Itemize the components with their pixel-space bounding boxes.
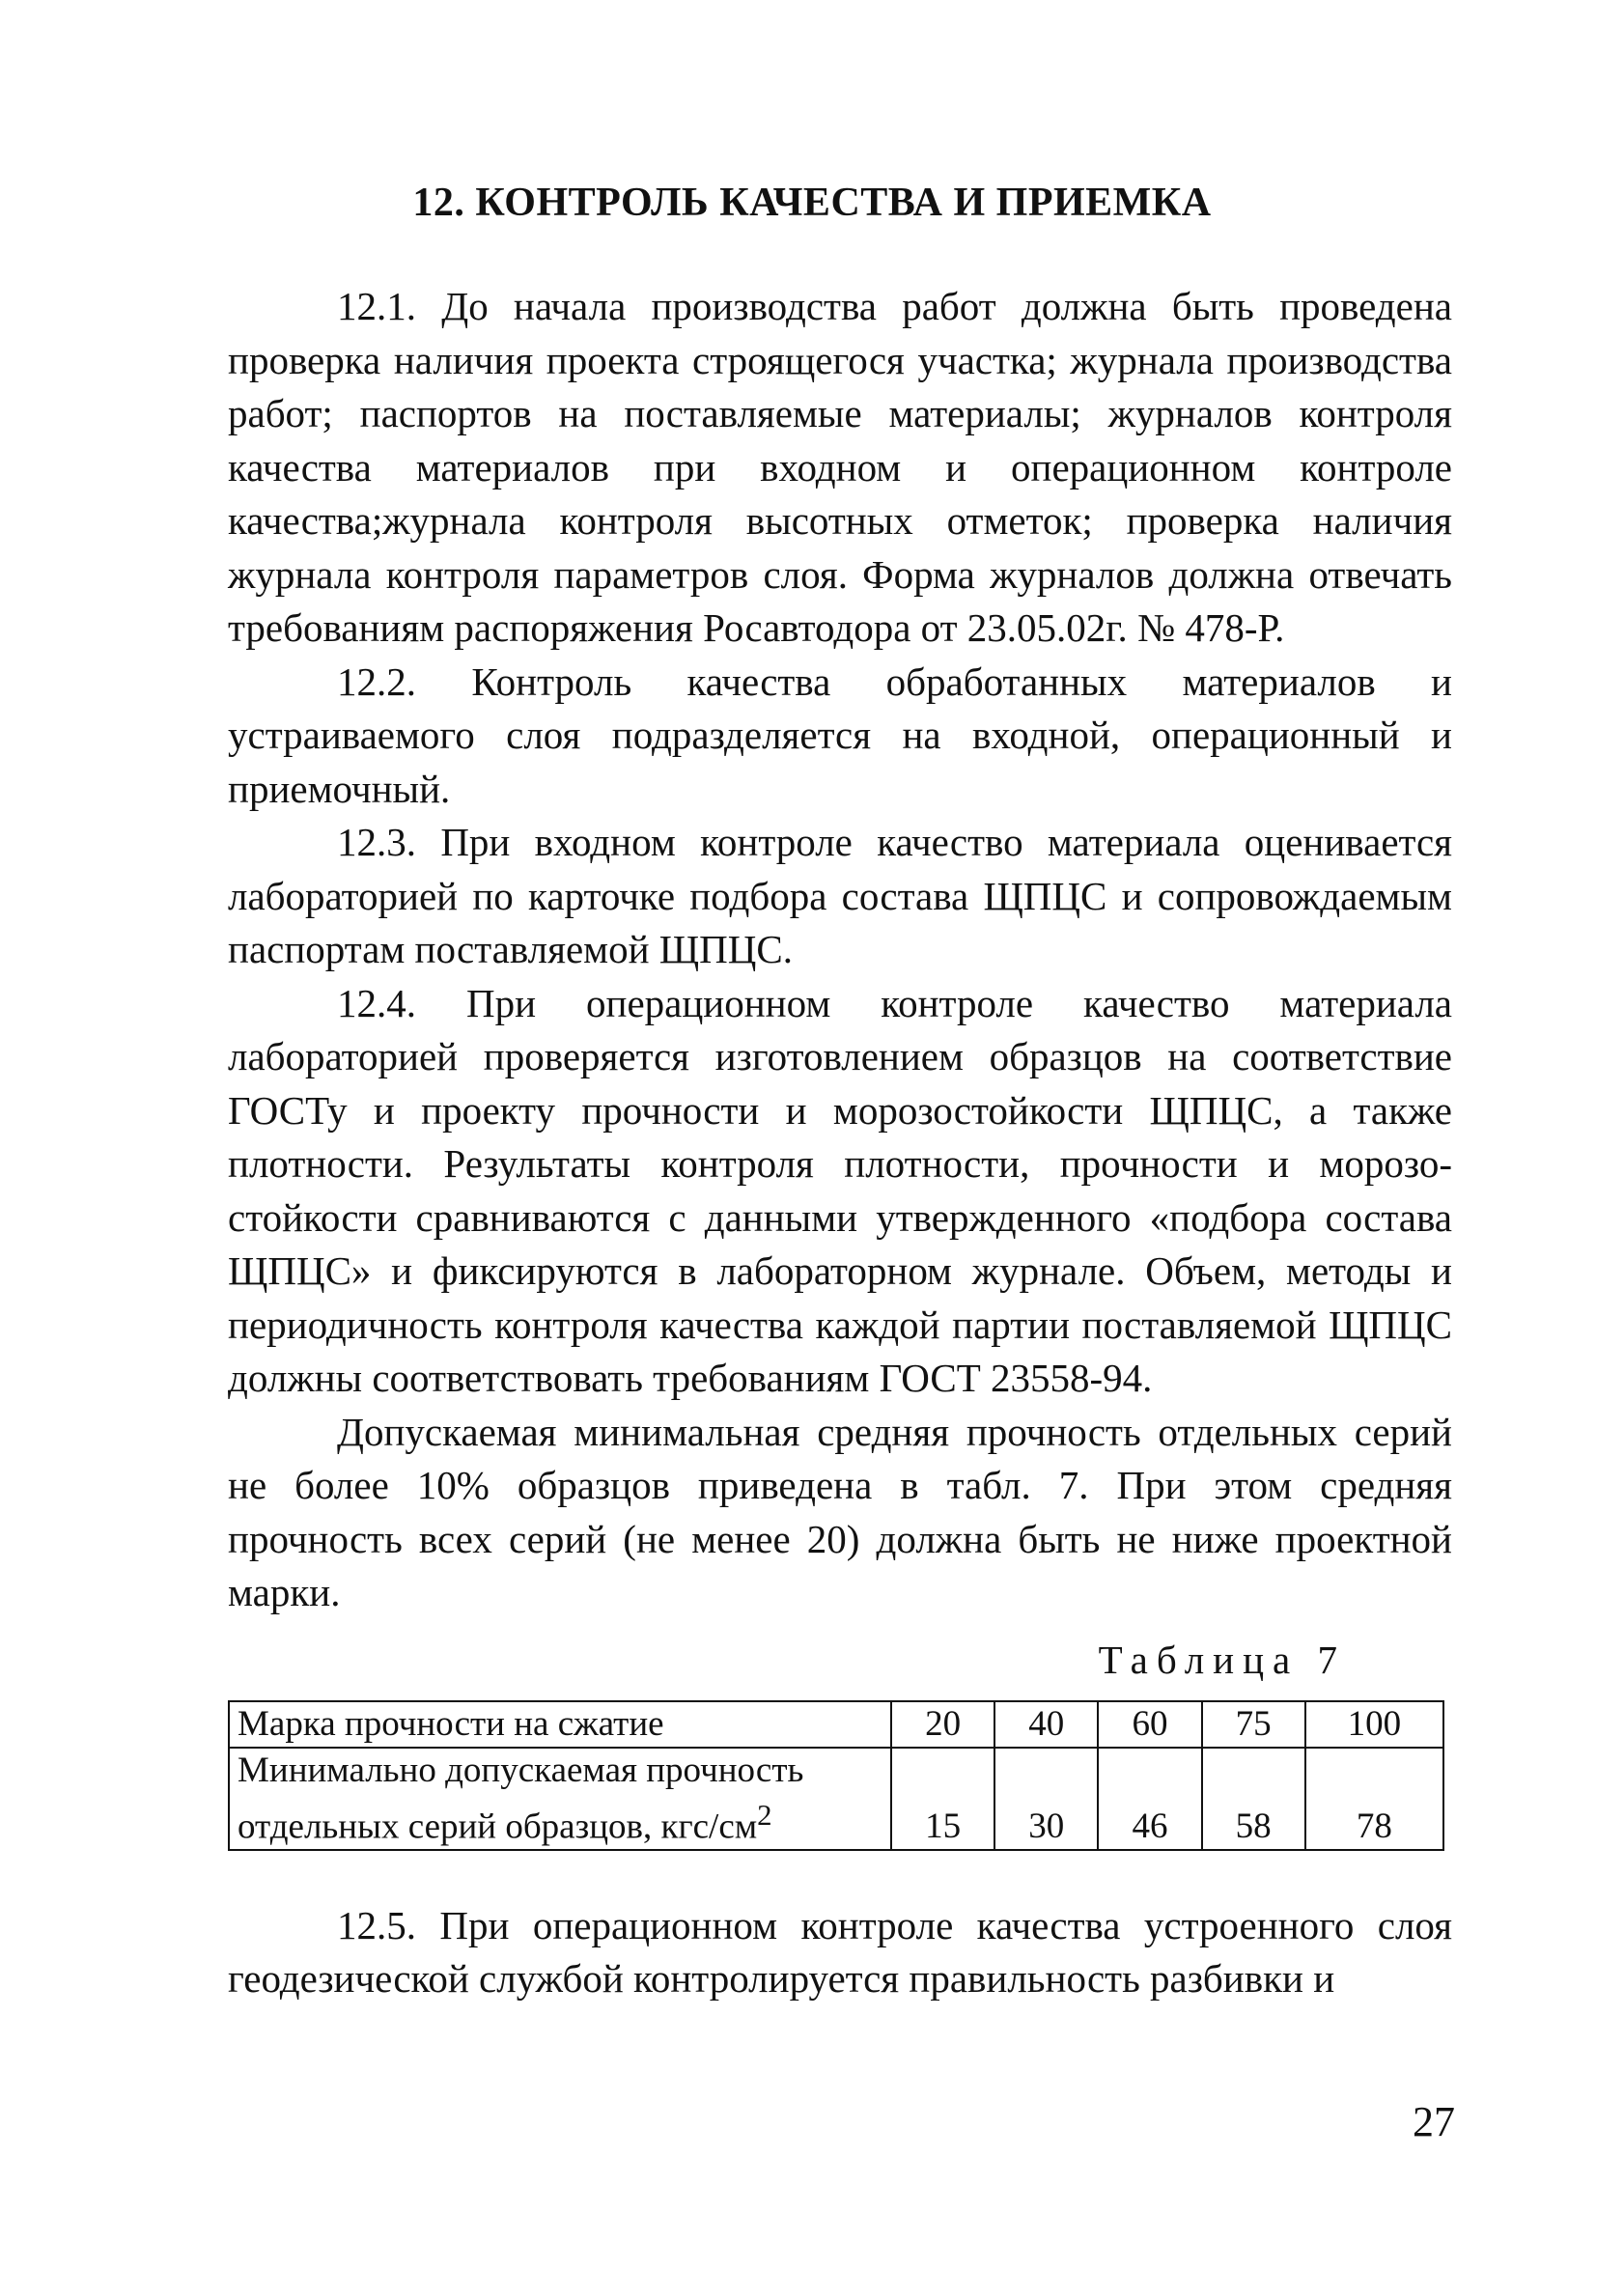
table-row	[229, 1748, 1443, 1850]
table-cell: 40	[994, 1701, 1098, 1748]
unit-superscript: 2	[757, 1798, 772, 1832]
row-label-line1: Минимально допускаемая прочность	[238, 1750, 804, 1790]
table-row	[229, 1701, 1443, 1748]
table-cell: 20	[891, 1701, 994, 1748]
table-cell: 46	[1098, 1748, 1201, 1850]
paragraph-strength-note: Допускаемая минимальная средняя прочность отдельных серий не более 10% образцов приведена в табл. 7. При этом средняя прочность всех серий (не менее 20) должна быть не ниже проектной марки.	[228, 1409, 1452, 1614]
paragraph-12-5: 12.5. При операционном контроле качества устроенного слоя геодезической службой контролируется правильность разбивки и	[228, 1902, 1452, 2002]
section-heading: 12. КОНТРОЛЬ КАЧЕСТВА И ПРИЕМКА	[412, 181, 1212, 225]
row-label-line2: отдельных серий образцов, кгс/см	[238, 1806, 758, 1846]
table-row-label: Марка прочности на сжатие	[229, 1701, 891, 1748]
strength-table	[228, 1700, 1444, 1851]
table-cell: 15	[891, 1748, 994, 1850]
spacer	[228, 1851, 1452, 1899]
table-caption: Таблица 7	[1098, 1637, 1346, 1682]
table-cell: 100	[1305, 1701, 1443, 1748]
paragraph-12-1: 12.1. До начала производства работ должна быть проведена проверка наличия проекта строящегося участка; журнала производства работ; паспортов на поставляемые материалы; журналов контроля качества материалов при входном и операционном контроле качества;журнала контроля высотных отметок; проверка наличия журнала контроля параметров слоя. Форма журналов должна отвечать требованиям распоряжения Росавтодора от 23.05.02г. № 478-Р.	[228, 284, 1452, 650]
table-row-label	[229, 1748, 891, 1850]
paragraph-12-3: 12.3. При входном контроле качество материала оценивается лабораторией по карточке подбора состава ЩПЦС и сопровождаемым паспортам поставляемой ЩПЦС.	[228, 820, 1452, 971]
table-cell: 75	[1202, 1701, 1305, 1748]
paragraph-12-2: 12.2. Контроль качества обработанных материалов и устраиваемого слоя подразделяется на входной, операционный и приемочный.	[228, 658, 1452, 811]
table-cell: 30	[994, 1748, 1098, 1850]
paragraph-12-4: 12.4. При операционном контроле качество материала лабораторией проверяется изготовлением образцов на соответствие ГОСТу и проекту прочности и морозостойкости ЩПЦС, а также плотности. Результаты контроля плотности, прочности и морозостойкости сравниваются с данными утвержденного «подбора состава ЩПЦС» и фиксируются в лабораторном журнале. Объем, методы и периодичность контроля качества каждой партии поставляемой ЩПЦС должны соответствовать требованиям ГОСТ 23558-94.	[228, 980, 1452, 1400]
table-cell: 78	[1305, 1748, 1443, 1850]
table-cell: 58	[1202, 1748, 1305, 1850]
page-number: 27	[1413, 2098, 1455, 2145]
table-cell: 60	[1098, 1701, 1201, 1748]
body-text	[228, 280, 1452, 2006]
